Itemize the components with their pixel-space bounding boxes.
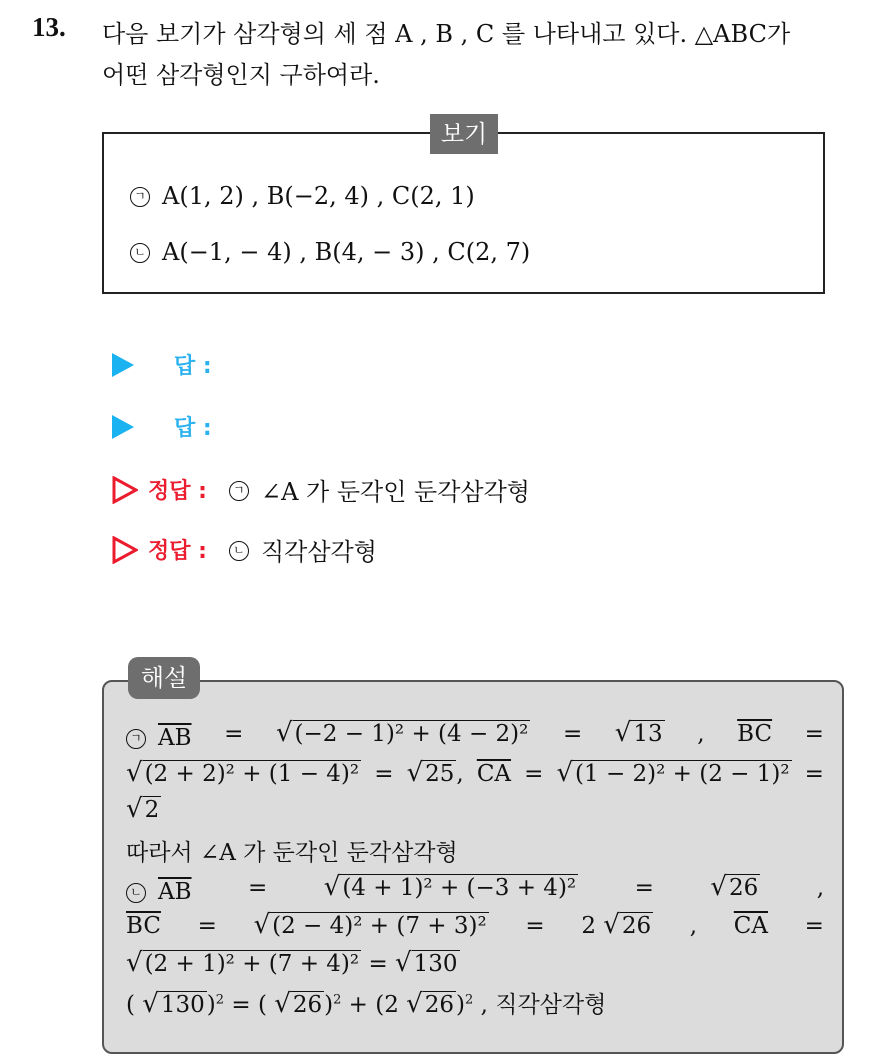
play-triangle-icon bbox=[112, 353, 134, 377]
solution-line-4: 따라서 ∠A 가 둔각인 둔각삼각형 bbox=[126, 840, 458, 866]
answer-row-1[interactable] bbox=[112, 349, 212, 380]
solution-line-5: ㄴ $\overline{AB}$ = √(4 + 1)² + (−3 + 4)² = √26 , bbox=[126, 872, 824, 905]
correct-text bbox=[229, 472, 530, 507]
correct-label: 정답 : bbox=[148, 539, 207, 564]
sqrt-expression: √130 bbox=[395, 948, 458, 978]
solution-line-7: √(2 + 1)² + (7 + 4)² = √130 bbox=[126, 948, 458, 978]
answer-row-2[interactable] bbox=[112, 411, 212, 442]
solution-line-2: √(2 + 2)² + (1 − 4)² = √25, $\overline{CA}$ = √(1 − 2)² + (2 − 1)² = bbox=[126, 758, 824, 788]
bogi-item-2 bbox=[130, 238, 530, 266]
equals-sign: = bbox=[224, 721, 244, 747]
circled-nieun-icon: ㄴ bbox=[130, 243, 150, 263]
play-triangle-icon bbox=[112, 415, 134, 439]
solution-conclusion: , 직각삼각형 bbox=[480, 992, 607, 1018]
correct-row-1 bbox=[112, 472, 530, 507]
correct-text bbox=[229, 532, 377, 567]
sqrt-expression: √(2 + 1)² + (7 + 4)² bbox=[126, 948, 360, 978]
sqrt-expression: √(1 − 2)² + (2 − 1)² bbox=[556, 758, 790, 788]
sqrt-expression: √13 bbox=[614, 718, 663, 748]
circled-nieun-icon: ㄴ bbox=[229, 541, 249, 561]
segment-bc: $\overline{BC}$ bbox=[737, 721, 773, 747]
segment-ca: $\overline{CA}$ bbox=[476, 761, 512, 787]
correct-row-2 bbox=[112, 532, 377, 567]
circled-giyeok-icon: ㄱ bbox=[130, 187, 150, 207]
solution-line-1: ㄱ $\overline{AB}$ = √(−2 − 1)² + (4 − 2)² = √13 , $\overline{BC}$ = bbox=[126, 718, 824, 751]
bogi-item-text: A(1, 2) , B(−2, 4) , C(2, 1) bbox=[162, 182, 475, 210]
answer-label: 답 : bbox=[174, 354, 212, 379]
bogi-box bbox=[102, 132, 825, 294]
segment-ca: $\overline{CA}$ bbox=[733, 913, 768, 939]
circled-giyeok-icon: ㄱ bbox=[229, 481, 249, 501]
outline-triangle-icon bbox=[112, 536, 138, 564]
outline-triangle-icon bbox=[112, 476, 138, 504]
equals-sign: = bbox=[562, 721, 583, 747]
sqrt-expression: √26 bbox=[710, 872, 759, 902]
segment-ab: $\overline{AB}$ bbox=[158, 879, 192, 905]
solution-label: 해설 bbox=[128, 657, 200, 699]
solution-line-6: $\overline{BC}$ = √(2 − 4)² + (7 + 3)² = 2 √26 , $\overline{CA}$ = bbox=[126, 910, 824, 940]
sqrt-expression: √(−2 − 1)² + (4 − 2)² bbox=[275, 718, 529, 748]
sqrt-expression: √(4 + 1)² + (−3 + 4)² bbox=[323, 872, 577, 902]
question-text-line1: 다음 보기가 삼각형의 세 점 A , B , C 를 나타내고 있다. △ABC가 bbox=[102, 20, 791, 48]
segment-bc: $\overline{BC}$ bbox=[126, 913, 161, 939]
solution-line-3 bbox=[126, 794, 161, 824]
sqrt-expression: √(2 − 4)² + (7 + 3)² bbox=[253, 910, 487, 940]
equals-sign: = bbox=[804, 721, 824, 747]
correct-answer-text: 직각삼각형 bbox=[260, 538, 377, 566]
segment-ab: $\overline{AB}$ bbox=[158, 725, 192, 751]
sqrt-expression: √25 bbox=[406, 758, 455, 788]
sqrt-expression: √2 bbox=[126, 794, 160, 824]
sqrt-expression: √26 bbox=[603, 910, 652, 940]
question-text-line2: 어떤 삼각형인지 구하여라. bbox=[102, 61, 380, 89]
question-number: 13. bbox=[32, 12, 66, 42]
correct-label: 정답 : bbox=[148, 479, 207, 504]
bogi-label: 보기 bbox=[430, 114, 498, 154]
circled-giyeok-icon: ㄱ bbox=[126, 729, 146, 749]
bogi-item-text: A(−1, − 4) , B(4, − 3) , C(2, 7) bbox=[162, 238, 531, 266]
sqrt-expression: √(2 + 2)² + (1 − 4)² bbox=[126, 758, 360, 788]
correct-answer-text: ∠A 가 둔각인 둔각삼각형 bbox=[260, 478, 530, 506]
circled-nieun-icon: ㄴ bbox=[126, 883, 146, 903]
bogi-item-1 bbox=[130, 182, 475, 210]
solution-line-8: ( √130)$^2$ = ( √26)$^2$ + (2 √26)$^2$ , 직각삼각형 bbox=[126, 989, 607, 1019]
answer-label: 답 : bbox=[174, 416, 212, 441]
